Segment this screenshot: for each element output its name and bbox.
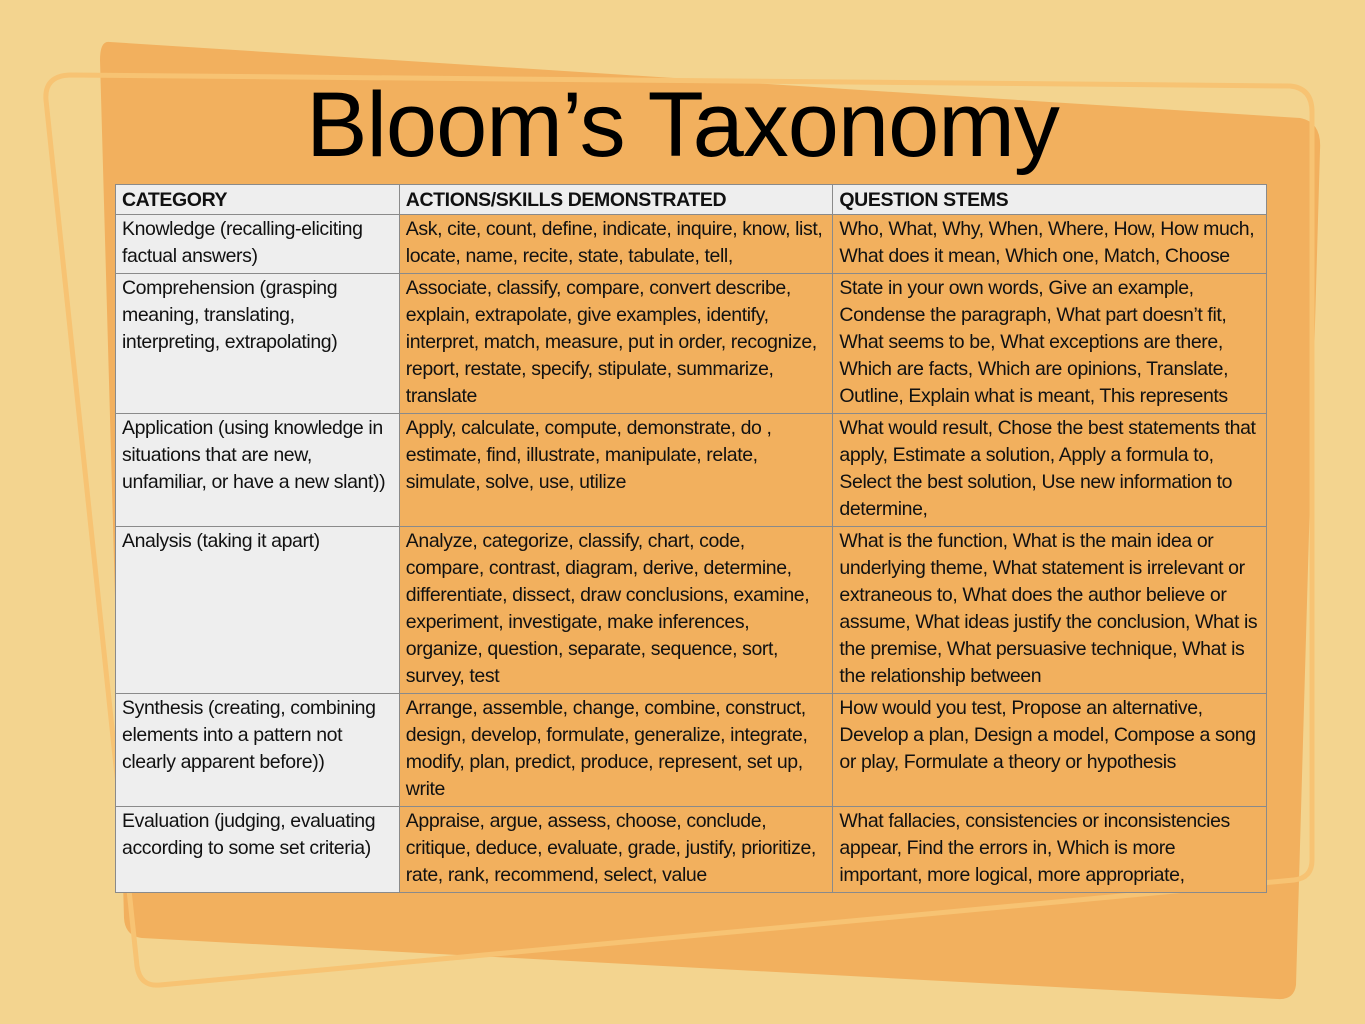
page-title: Bloom’s Taxonomy [306, 74, 1059, 176]
stems-cell: How would you test, Propose an alternative, Develop a plan, Design a model, Compose a song or play, Formulate a theory or hypothesis [833, 694, 1267, 807]
stems-cell: What fallacies, consistencies or inconsistencies appear, Find the errors in, Which is more important, more logical, more appropriate, [833, 807, 1267, 893]
category-cell: Application (using knowledge in situations that are new, unfamiliar, or have a new slant)) [116, 414, 400, 527]
table-row-synthesis [116, 694, 1267, 807]
category-cell: Evaluation (judging, evaluating according to some set criteria) [116, 807, 400, 893]
category-cell: Comprehension (grasping meaning, translating, interpreting, extrapolating) [116, 274, 400, 414]
actions-cell: Apply, calculate, compute, demonstrate, do , estimate, find, illustrate, manipulate, relate, simulate, solve, use, utilize [399, 414, 833, 527]
actions-cell: Appraise, argue, assess, choose, conclude, critique, deduce, evaluate, grade, justify, prioritize, rate, rank, recommend, select, value [399, 807, 833, 893]
stems-cell: State in your own words, Give an example, Condense the paragraph, What part doesn’t fit, What seems to be, What exceptions are there, Which are facts, Which are opinions, Translate, Outline, Explain what is meant, This represents [833, 274, 1267, 414]
stems-cell: What is the function, What is the main idea or underlying theme, What statement is irrelevant or extraneous to, What does the author believe or assume, What ideas justify the conclusion, What is the premise, What persuasive technique, What is the relationship between [833, 527, 1267, 694]
header-category: CATEGORY [116, 185, 400, 215]
category-cell: Knowledge (recalling-eliciting factual answers) [116, 215, 400, 274]
table-row-knowledge [116, 215, 1267, 274]
header-question-stems: QUESTION STEMS [833, 185, 1267, 215]
table-header-row [116, 185, 1267, 215]
stems-cell: What would result, Chose the best statements that apply, Estimate a solution, Apply a formula to, Select the best solution, Use new information to determine, [833, 414, 1267, 527]
actions-cell: Ask, cite, count, define, indicate, inquire, know, list, locate, name, recite, state, tabulate, tell, [399, 215, 833, 274]
category-cell: Analysis (taking it apart) [116, 527, 400, 694]
table-row-analysis [116, 527, 1267, 694]
table-row-evaluation [116, 807, 1267, 893]
actions-cell: Associate, classify, compare, convert describe, explain, extrapolate, give examples, identify, interpret, match, measure, put in order, recognize, report, restate, specify, stipulate, summarize, translate [399, 274, 833, 414]
stems-cell: Who, What, Why, When, Where, How, How much, What does it mean, Which one, Match, Choose [833, 215, 1267, 274]
taxonomy-table [115, 184, 1267, 893]
table-row-comprehension [116, 274, 1267, 414]
header-actions: ACTIONS/SKILLS DEMONSTRATED [399, 185, 833, 215]
actions-cell: Arrange, assemble, change, combine, construct, design, develop, formulate, generalize, integrate, modify, plan, predict, produce, represent, set up, write [399, 694, 833, 807]
table-row-application [116, 414, 1267, 527]
actions-cell: Analyze, categorize, classify, chart, code, compare, contrast, diagram, derive, determine, differentiate, dissect, draw conclusions, examine, experiment, investigate, make inferences, organize, question, separate, sequence, sort, survey, test [399, 527, 833, 694]
category-cell: Synthesis (creating, combining elements into a pattern not clearly apparent before)) [116, 694, 400, 807]
